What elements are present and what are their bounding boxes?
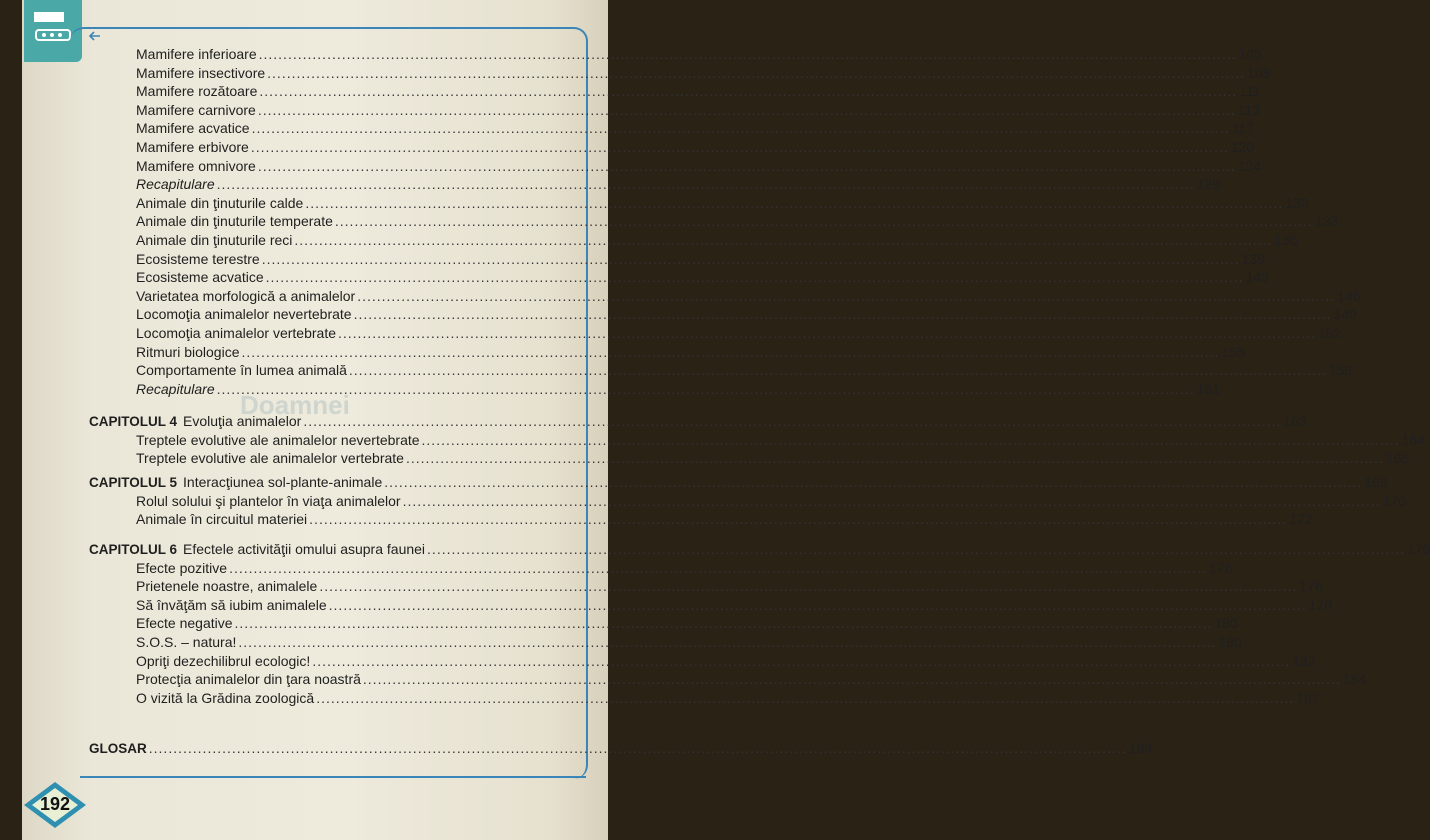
dot-leader: ........................................................................................................................................................................................................: [362, 671, 1341, 688]
toc-entry: [136, 511, 1313, 529]
toc-entry-title: Locomoţia animalelor nevertebrate: [136, 306, 352, 323]
toc-entry-page: 120: [1230, 139, 1255, 155]
toc-entry-page: 155: [1221, 343, 1245, 360]
dot-leader: ........................................................................................................................................................................................................: [427, 541, 1405, 557]
dot-leader: ........................................................................................................................................................................................................: [257, 157, 1236, 174]
dot-leader: ........................................................................................................................................................................................................: [405, 450, 1384, 467]
toc-entry-title: Rolul solului şi plantelor în viaţa animalelor: [136, 492, 401, 509]
toc-entry-title: Evoluţia animalelor: [183, 413, 302, 429]
toc-entry-title: Opriţi dezechilibrul ecologic!: [136, 652, 311, 669]
toc-entry: [136, 559, 1233, 578]
dot-leader: ........................................................................................................................................................................................................: [259, 83, 1238, 100]
dot-leader: ........................................................................................................................................................................................................: [265, 269, 1244, 286]
toc-entry-title: Protecţia animalelor din ţara noastră: [136, 671, 361, 688]
dot-leader: ........................................................................................................................................................................................................: [229, 559, 1207, 576]
glosar-entry: [89, 740, 1153, 758]
toc-entry-title: Ecosisteme terestre: [136, 250, 260, 267]
toc-entry-title: Efectele activităţii omului asupra faunei: [183, 541, 426, 557]
toc-entry: [136, 671, 1367, 689]
dot-leader: ........................................................................................................................................................................................................: [328, 596, 1307, 613]
toc-entry-page: 175: [1406, 541, 1430, 557]
toc-entry-page: 143: [1245, 269, 1269, 286]
toc-entry-title: Să învăţăm să iubim animalele: [136, 596, 327, 613]
toc-entry-title: Recapitulare: [136, 176, 215, 193]
dot-leader: ........................................................................................................................................................................................................: [353, 306, 1332, 323]
dot-leader: ........................................................................................................................................................................................................: [384, 474, 1363, 490]
toc-entry-title: Mamifere inferioare: [136, 46, 257, 62]
toc-entry-page: 180: [1218, 634, 1242, 650]
dot-leader: ........................................................................................................................................................................................................: [251, 120, 1230, 137]
dot-leader: ........................................................................................................................................................................................................: [305, 194, 1284, 211]
toc-entry-title: Efecte negative: [136, 615, 233, 632]
toc-entry: [136, 194, 1309, 213]
toc-entry-page: 164: [1401, 431, 1425, 448]
toc-entry-page: 182: [1292, 652, 1316, 669]
chapter-heading: [89, 474, 1388, 492]
dot-leader: ........................................................................................................................................................................................................: [250, 139, 1229, 155]
toc-entry-page: 187: [1296, 689, 1320, 706]
chapter-label: CAPITOLUL 4: [89, 414, 178, 429]
toc-entry-page: 111: [1239, 83, 1261, 100]
toc-entry-page: 130: [1285, 194, 1309, 211]
dot-leader: ........................................................................................................................................................................................................: [421, 431, 1400, 448]
toc-entry-title: Varietatea morfologică a animalelor: [136, 287, 356, 304]
toc-entry-title: Animale din ţinuturile reci: [136, 232, 293, 248]
dot-leader: ........................................................................................................................................................................................................: [216, 380, 1195, 397]
toc-entry: [136, 250, 1266, 269]
toc-entry: [136, 232, 1298, 250]
toc-entry-page: 113: [1237, 101, 1261, 118]
toc-entry-title: Ritmuri biologice: [136, 343, 240, 360]
toc-entry-title: Comportamente în lumea animală: [136, 362, 347, 379]
toc-entry-title: Mamifere carnivore: [136, 101, 256, 118]
dot-leader: ........................................................................................................................................................................................................: [258, 46, 1237, 62]
toc-entry-page: 136: [1274, 232, 1298, 248]
toc-entry-page: 161: [1196, 380, 1220, 397]
toc-entry-page: 149: [1333, 306, 1357, 323]
page-number: 192: [39, 794, 71, 814]
toc-entry: [136, 431, 1425, 450]
toc-entry-title: Animale din ţinuturile calde: [136, 194, 304, 211]
dot-leader: ........................................................................................................................................................................................................: [234, 615, 1213, 632]
toc-entry-page: 128: [1196, 176, 1220, 193]
arrow-left-icon: [88, 29, 102, 43]
toc-entry: [136, 287, 1361, 306]
toc-entry-title: Ecosisteme acvatice: [136, 269, 264, 286]
frame-bottom-rule: [80, 776, 586, 778]
toc-entry-title: Mamifere acvatice: [136, 120, 250, 137]
toc-entry-page: 172: [1289, 511, 1313, 528]
toc-entry: [136, 596, 1332, 615]
toc-entry-title: Mamifere insectivore: [136, 64, 266, 81]
toc-entry-page: 170: [1382, 492, 1406, 509]
toc-entry: [136, 101, 1261, 120]
dot-leader: ........................................................................................................................................................................................................: [241, 343, 1220, 360]
toc-entry-page: 133: [1314, 213, 1339, 230]
toc-entry: [136, 450, 1410, 468]
chapter-heading: [89, 541, 1430, 559]
toc-entry: [136, 615, 1238, 633]
toc-entry-page: 117: [1231, 120, 1254, 137]
toc-entry-page: 124: [1237, 157, 1262, 174]
toc-entry-page: 108: [1247, 64, 1271, 81]
dot-leader: ........................................................................................................................................................................................................: [309, 511, 1288, 528]
toc-entry-page: 166: [1385, 450, 1410, 467]
toc-entry-page: 169: [1364, 474, 1388, 490]
toc-entry-title: Recapitulare: [136, 380, 215, 397]
toc-entry: [136, 269, 1269, 287]
toc-entry: [136, 46, 1262, 64]
chapter-heading: [89, 413, 1307, 431]
watermark: Doamnei: [240, 390, 350, 420]
toc-entry-title: Efecte pozitive: [136, 559, 228, 576]
toc-entry-title: Animale din ţinuturile temperate: [136, 213, 333, 230]
dot-leader: ........................................................................................................................................................................................................: [316, 689, 1295, 706]
dot-leader: ........................................................................................................................................................................................................: [348, 362, 1327, 379]
dot-leader: ........................................................................................................................................................................................................: [357, 287, 1336, 304]
toc-entry-title: Locomoţia animalelor vertebrate: [136, 325, 336, 341]
dot-leader: ........................................................................................................................................................................................................: [238, 634, 1217, 650]
toc-entry: [136, 578, 1323, 596]
dot-leader: ........................................................................................................................................................................................................: [216, 176, 1195, 193]
toc-entry: [136, 492, 1406, 511]
toc-entry-title: S.O.S. – natura!: [136, 634, 237, 650]
toc-entry-title: Treptele evolutive ale animalelor nevertebrate: [136, 431, 420, 448]
toc-entry-page: 184: [1342, 671, 1367, 688]
dot-leader: ........................................................................................................................................................................................................: [294, 232, 1273, 248]
chapter-label: CAPITOLUL 5: [89, 475, 178, 490]
toc-entry: [136, 157, 1262, 176]
toc-entry: [136, 120, 1254, 138]
toc-entry-page: 180: [1214, 615, 1238, 632]
chapter-label: CAPITOLUL 6: [89, 542, 178, 557]
toc-entry-title: Interacţiunea sol-plante-animale: [183, 474, 383, 490]
toc-entry-page: 189: [1128, 740, 1153, 756]
toc-entry-page: 139: [1241, 250, 1266, 267]
toc-entry-page: 105: [1238, 46, 1262, 62]
toc-entry: [136, 64, 1271, 83]
toc-entry-page: 176: [1299, 578, 1323, 595]
toc-entry-page: 158: [1328, 362, 1353, 379]
toc-entry-title: Mamifere erbivore: [136, 139, 249, 155]
toc-entry: [136, 325, 1342, 343]
dot-leader: ........................................................................................................................................................................................................: [312, 652, 1291, 669]
dot-leader: ........................................................................................................................................................................................................: [402, 492, 1381, 509]
toc-entry: [136, 634, 1242, 652]
dot-leader: ........................................................................................................................................................................................................: [267, 64, 1246, 81]
book-logo-icon: [30, 4, 74, 54]
toc-entry: [136, 689, 1320, 708]
toc-entry: [136, 306, 1357, 324]
toc-entry-title: Treptele evolutive ale animalelor vertebrate: [136, 450, 404, 467]
toc-entry: [136, 343, 1245, 362]
toc-entry: [136, 380, 1220, 399]
toc-entry-page: 176: [1209, 559, 1233, 576]
toc-entry-page: 152: [1317, 325, 1342, 341]
dot-leader: ........................................................................................................................................................................................................: [338, 325, 1316, 341]
toc-entry: [136, 139, 1255, 157]
dot-leader: ........................................................................................................................................................................................................: [257, 101, 1236, 118]
toc-entry: [136, 652, 1316, 671]
toc-entry: [136, 83, 1261, 101]
dot-leader: ........................................................................................................................................................................................................: [148, 740, 1127, 756]
dot-leader: ........................................................................................................................................................................................................: [334, 213, 1313, 230]
toc-entry-title: Animale în circuitul materiei: [136, 511, 308, 528]
toc-entry: [136, 213, 1339, 231]
toc-entry-title: Mamifere omnivore: [136, 157, 256, 174]
toc-entry-page: 178: [1308, 596, 1332, 613]
toc-entry-title: Prietenele noastre, animalele: [136, 578, 318, 595]
dot-leader: ........................................................................................................................................................................................................: [303, 413, 1282, 429]
chapter-label: GLOSAR: [89, 741, 147, 756]
toc-entry: [136, 176, 1220, 194]
toc-entry-page: 163: [1283, 413, 1307, 429]
toc-entry: [136, 362, 1353, 380]
dot-leader: ........................................................................................................................................................................................................: [319, 578, 1298, 595]
toc-entry-title: Mamifere rozătoare: [136, 83, 258, 100]
toc-entry-page: 146: [1337, 287, 1361, 304]
dot-leader: ........................................................................................................................................................................................................: [261, 250, 1240, 267]
toc-entry-title: O vizită la Grădina zoologică: [136, 689, 315, 706]
